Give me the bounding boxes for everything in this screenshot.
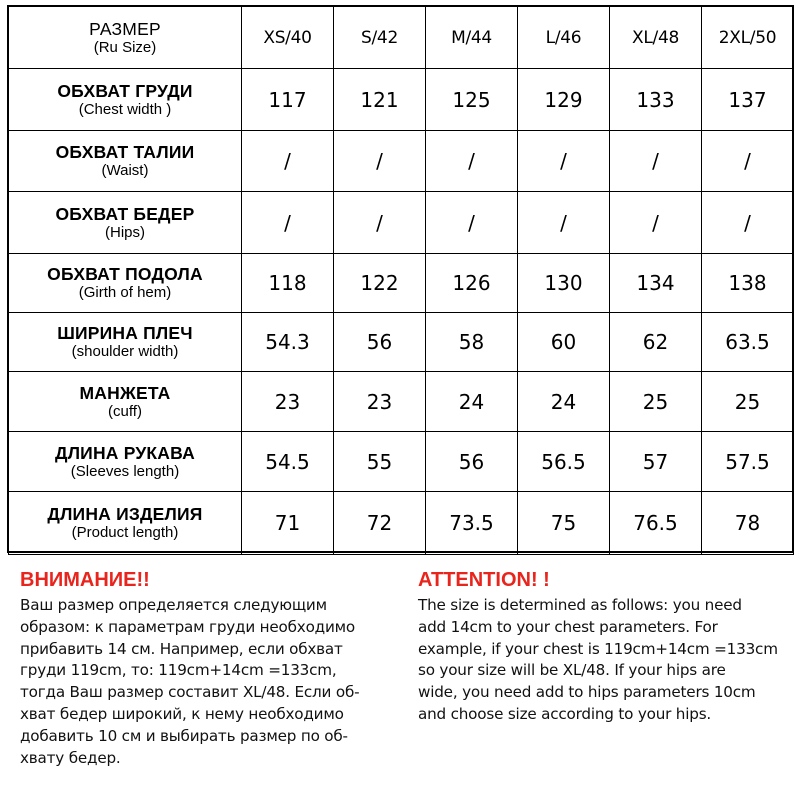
measurement-value-cell: 118 [242,254,334,313]
measurement-value-cell: 23 [334,372,426,432]
measurement-value-cell: 138 [702,254,794,313]
attention-note-en [418,565,798,726]
measurement-value-cell: / [334,192,426,254]
note-line: добавить 10 см и выбирать размер по об- [20,726,348,745]
measurement-value-cell: 130 [518,254,610,313]
measurement-label-en: (Girth of hem) [78,284,172,301]
measurement-label-ru: ДЛИНА ИЗДЕЛИЯ [47,504,203,524]
measurement-value-cell: / [610,131,702,192]
attention-note-ru [20,565,405,769]
measurement-value-cell: 71 [242,492,334,555]
measurement-value-cell: / [242,192,334,254]
measurement-value-cell: 25 [702,372,794,432]
measurement-value-cell: 54.5 [242,432,334,492]
measurement-value-cell: 129 [518,69,610,131]
measurement-value-cell: 24 [426,372,518,432]
measurement-value-cell: 121 [334,69,426,131]
measurement-value-cell: 23 [242,372,334,432]
size-header-label-en: (Ru Size) [93,38,157,56]
note-line: образом: к параметрам груди необходимо [20,617,355,636]
measurement-label-ru: ОБХВАТ ТАЛИИ [55,142,195,162]
size-header-row [9,7,794,69]
measurement-label-ru: ДЛИНА РУКАВА [55,442,195,463]
attention-title-ru: ВНИМАНИЕ!! [20,569,150,591]
note-line: хвату бедер. [20,748,121,767]
attention-title-en: ATTENTION! ! [418,569,550,591]
measurement-label-en: (Product length) [71,524,179,541]
size-header-2xl: 2XL/50 [702,7,794,69]
measurement-label-en: (Hips) [105,223,145,241]
note-line: груди 119cm, то: 119cm+14cm =133cm, [20,661,337,680]
measurement-label-ru: ОБХВАТ ПОДОЛА [47,264,203,284]
measurement-value-cell: 63.5 [702,313,794,372]
measurement-value-cell: 72 [334,492,426,555]
measurement-row [9,372,794,432]
measurement-value-cell: / [610,192,702,254]
measurement-label-cell [9,254,242,313]
size-header-l: L/46 [518,7,610,69]
measurement-value-cell: 56 [426,432,518,492]
measurement-value-cell: / [426,131,518,192]
measurement-value-cell: / [702,131,794,192]
measurement-value-cell: 60 [518,313,610,372]
measurement-label-cell [9,313,242,372]
measurement-value-cell: 62 [610,313,702,372]
measurement-label-cell [9,432,242,492]
measurement-value-cell: / [426,192,518,254]
measurement-value-cell: 75 [518,492,610,555]
measurement-value-cell: 57.5 [702,432,794,492]
measurement-value-cell: / [702,192,794,254]
measurement-value-cell: 57 [610,432,702,492]
measurement-label-ru: МАНЖЕТА [79,382,171,403]
measurement-label-en: (Waist) [101,162,149,179]
measurement-label-en: (shoulder width) [71,343,179,360]
measurement-label-ru: ШИРИНА ПЛЕЧ [57,323,193,343]
size-chart-table [8,6,794,555]
size-header-xs: XS/40 [242,7,334,69]
note-line: прибавить 14 см. Например, если обхват [20,639,343,658]
note-line: тогда Ваш размер составит XL/48. Если об- [20,683,360,702]
measurement-value-cell: 73.5 [426,492,518,555]
measurement-value-cell: 56.5 [518,432,610,492]
measurement-value-cell: 117 [242,69,334,131]
measurement-label-cell [9,192,242,254]
size-header-label-ru: РАЗМЕР [89,18,161,39]
note-line: The size is determined as follows: you need [418,596,742,614]
measurement-value-cell: / [242,131,334,192]
attention-text-en [418,595,798,726]
measurement-value-cell: 137 [702,69,794,131]
measurement-label-ru: ОБХВАТ БЕДЕР [55,203,195,224]
size-header-label-cell [9,7,242,69]
measurement-value-cell: 55 [334,432,426,492]
measurement-row [9,313,794,372]
measurement-row [9,432,794,492]
measurement-value-cell: 126 [426,254,518,313]
size-header-m: M/44 [426,7,518,69]
note-line: Ваш размер определяется следующим [20,596,327,614]
note-line: and choose size according to your hips. [418,704,712,723]
measurement-value-cell: 76.5 [610,492,702,555]
attention-text-ru [20,595,405,769]
measurement-value-cell: / [518,192,610,254]
note-line: хват бедер широкий, к нему необходимо [20,704,344,723]
measurement-label-en: (cuff) [108,402,142,420]
measurement-value-cell: 78 [702,492,794,555]
measurement-row [9,192,794,254]
size-header-xl: XL/48 [610,7,702,69]
size-header-s: S/42 [334,7,426,69]
measurement-value-cell: 125 [426,69,518,131]
measurement-label-cell [9,372,242,432]
measurement-label-cell [9,69,242,131]
note-line: wide, you need add to hips parameters 10cm [418,683,756,702]
measurement-label-en: (Sleeves length) [70,462,180,480]
note-line: so your size will be XL/48. If your hips are [418,661,726,680]
measurement-value-cell: 133 [610,69,702,131]
note-line: add 14cm to your chest parameters. For [418,617,718,636]
measurement-value-cell: / [518,131,610,192]
measurement-label-en: (Chest width ) [78,100,172,118]
measurement-label-ru: ОБХВАТ ГРУДИ [57,80,193,101]
measurement-value-cell: 134 [610,254,702,313]
measurement-value-cell: 54.3 [242,313,334,372]
measurement-value-cell: 25 [610,372,702,432]
measurement-value-cell: 56 [334,313,426,372]
measurement-value-cell: 58 [426,313,518,372]
measurement-row [9,131,794,192]
measurement-row [9,254,794,313]
measurement-row [9,492,794,555]
measurement-value-cell: 122 [334,254,426,313]
note-line: example, if your chest is 119cm+14cm =133cm [418,639,778,658]
measurement-row [9,69,794,131]
measurement-value-cell: 24 [518,372,610,432]
measurement-label-cell [9,131,242,192]
measurement-label-cell [9,492,242,555]
measurement-value-cell: / [334,131,426,192]
